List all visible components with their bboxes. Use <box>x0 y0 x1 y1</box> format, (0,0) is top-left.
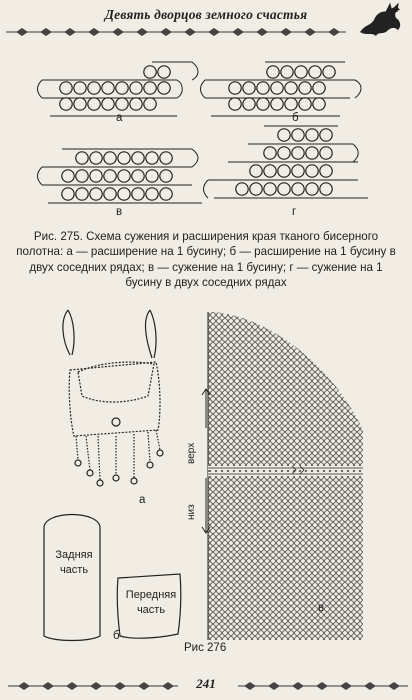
front-part-label: Передняя часть <box>125 589 177 616</box>
figure-276-caption: Рис 276 <box>184 642 227 654</box>
diagram-a <box>38 62 199 116</box>
label-276-v: в <box>318 602 325 614</box>
dragon-icon <box>356 2 404 38</box>
decorative-border <box>6 26 346 38</box>
back-part-label: Задняя часть <box>55 549 93 576</box>
label-v: в <box>116 206 123 218</box>
label-276-a: а <box>139 494 146 506</box>
diagram-g <box>204 126 369 198</box>
diagram-b <box>201 62 362 116</box>
diagram-v <box>38 149 203 203</box>
label-b: б <box>292 112 299 124</box>
label-g: г <box>292 206 297 218</box>
top-direction-label: верх <box>186 442 197 464</box>
label-276-b: б <box>113 630 120 642</box>
page-header <box>0 0 412 44</box>
figure-275-caption: Рис. 275. Схема сужения и расширения края тканого бисерного полотна: а — расширение на 1 бусину; б — расширение на 1 бусину в двух соседних рядах; в — сужение на 1 бусину; г — сужение на 1 бусину в двух соседних рядах <box>16 230 396 289</box>
page-number: 241 <box>196 676 216 691</box>
running-header-title: Девять дворцов земного счастья <box>104 7 308 22</box>
label-a: а <box>116 112 123 124</box>
figure-276-diagram <box>30 300 380 650</box>
bag-illustration <box>63 310 163 486</box>
figure-275-diagram <box>30 48 380 228</box>
bottom-direction-label: низ <box>186 504 197 520</box>
